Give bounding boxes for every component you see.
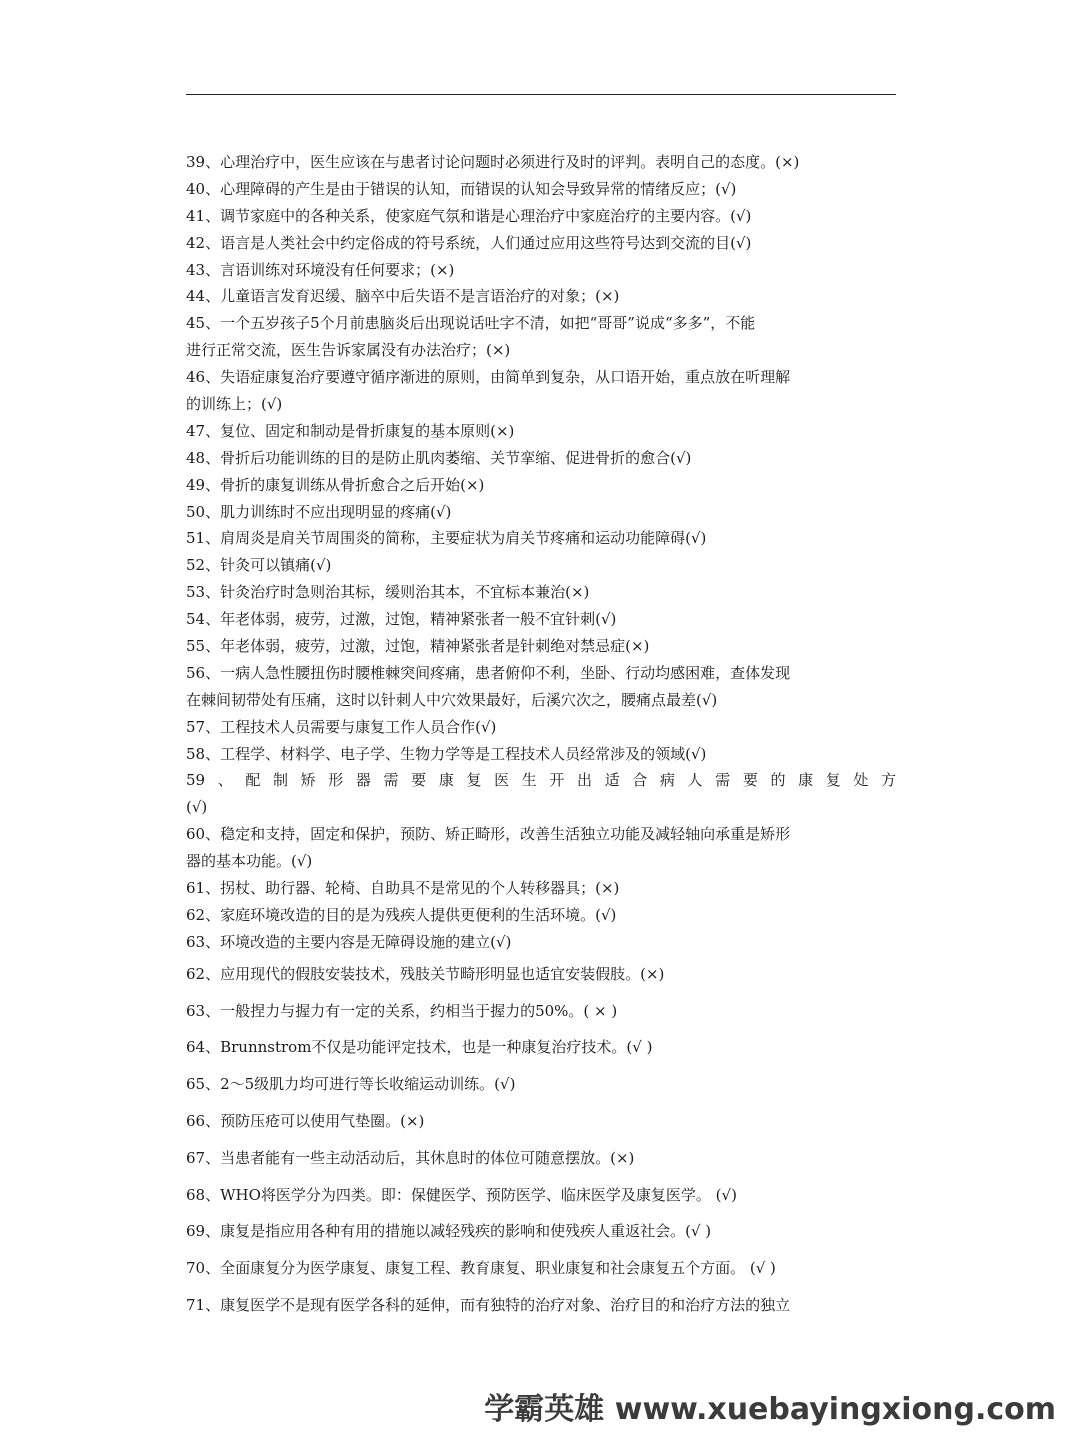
- text-line: 42、语言是人类社会中约定俗成的符号系统，人们通过应用这些符号达到交流的目(√): [186, 233, 752, 252]
- text-line: 63、一般捏力与握力有一定的关系，约相当于握力的50%。( × ): [186, 1001, 618, 1020]
- text-line: 44、儿童语言发育迟缓、脑卒中后失语不是言语治疗的对象；(×): [186, 287, 620, 306]
- text-line: 65、2～5级肌力均可进行等长收缩运动训练。(√): [186, 1075, 516, 1094]
- text-line: 41、调节家庭中的各种关系，使家庭气氛和谐是心理治疗中家庭治疗的主要内容。(√): [186, 206, 752, 225]
- text-line: 43、言语训练对环境没有任何要求；(×): [186, 260, 455, 279]
- text-line: 57、工程技术人员需要与康复工作人员合作(√): [186, 717, 497, 736]
- text-line-justified: 59、配制矫形器需要康复医生开出适合病人需要的康复处方: [186, 771, 896, 790]
- text-line: 40、心理障碍的产生是由于错误的认知，而错误的认知会导致异常的情绪反应；(√): [186, 179, 737, 198]
- text-line: 60、稳定和支持，固定和保护，预防、矫正畸形，改善生活独立功能及减轻轴向承重是矫形: [186, 825, 791, 844]
- text-line: 48、骨折后功能训练的目的是防止肌肉萎缩、关节挛缩、促进骨折的愈合(√): [186, 448, 692, 467]
- text-line: 68、WHO将医学分为四类。即：保健医学、预防医学、临床医学及康复医学。 (√): [186, 1185, 737, 1204]
- text-line: 62、家庭环境改造的目的是为残疾人提供更便利的生活环境。(√): [186, 905, 617, 924]
- text-line: 70、全面康复分为医学康复、康复工程、教育康复、职业康复和社会康复五个方面。 (√ ): [186, 1259, 776, 1278]
- text-line: 47、复位、固定和制动是骨折康复的基本原则(×): [186, 421, 515, 440]
- text-line: 55、年老体弱，疲劳，过激，过饱，精神紧张者是针刺绝对禁忌症(×): [186, 637, 650, 656]
- watermark: 学霸英雄 www.xuebayingxiong.com: [484, 1392, 1056, 1427]
- text-line: 52、针灸可以镇痛(√): [186, 556, 332, 575]
- text-line: 64、Brunnstrom不仅是功能评定技术，也是一种康复治疗技术。(√ ): [186, 1038, 653, 1057]
- text-line: 61、拐杖、助行器、轮椅、自助具不是常见的个人转移器具；(×): [186, 879, 620, 898]
- text-line: 45、一个五岁孩子5个月前患脑炎后出现说话吐字不清，如把“哥哥”说成“多多”，不能: [186, 314, 756, 333]
- text-line: 58、工程学、材料学、电子学、生物力学等是工程技术人员经常涉及的领域(√): [186, 744, 707, 763]
- header-rule: [186, 94, 896, 95]
- text-line: 在棘间韧带处有压痛，这时以针刺人中穴效果最好，后溪穴次之，腰痛点最差(√): [186, 690, 718, 709]
- text-line: (√): [186, 798, 208, 817]
- text-line: 53、针灸治疗时急则治其标，缓则治其本，不宜标本兼治(×): [186, 583, 590, 602]
- text-line: 进行正常交流，医生告诉家属没有办法治疗；(×): [186, 341, 511, 360]
- text-line: 63、环境改造的主要内容是无障碍设施的建立(√): [186, 932, 512, 951]
- text-line: 66、预防压疮可以使用气垫圈。(×): [186, 1111, 425, 1130]
- text-line: 62、应用现代的假肢安装技术，残肢关节畸形明显也适宜安装假肢。(×): [186, 964, 665, 983]
- text-line: 39、心理治疗中，医生应该在与患者讨论问题时必须进行及时的评判。表明自己的态度。(×): [186, 153, 800, 171]
- text-line: 56、一病人急性腰扭伤时腰椎棘突间疼痛，患者俯仰不利，坐卧、行动均感困难，查体发现: [186, 663, 791, 682]
- text-line: 46、失语症康复治疗要遵守循序渐进的原则，由简单到复杂，从口语开始，重点放在听理解: [186, 368, 791, 387]
- text-line: 69、康复是指应用各种有用的措施以减轻残疾的影响和使残疾人重返社会。(√ ): [186, 1222, 712, 1241]
- text-line: 50、肌力训练时不应出现明显的疼痛(√): [186, 502, 452, 521]
- text-line: 54、年老体弱，疲劳，过激，过饱，精神紧张者一般不宜针刺(√): [186, 610, 617, 629]
- text-line: 的训练上；(√): [186, 395, 283, 414]
- document-body: [186, 149, 896, 1324]
- text-line: 67、当患者能有一些主动活动后，其休息时的体位可随意摆放。(×): [186, 1148, 635, 1167]
- text-line: 器的基本功能。(√): [186, 852, 313, 871]
- text-line: 51、肩周炎是肩关节周围炎的简称，主要症状为肩关节疼痛和运动功能障碍(√): [186, 529, 707, 548]
- text-line: 71、康复医学不是现有医学各科的延伸，而有独特的治疗对象、治疗目的和治疗方法的独立: [186, 1295, 791, 1314]
- text-line: 49、骨折的康复训练从骨折愈合之后开始(×): [186, 475, 485, 494]
